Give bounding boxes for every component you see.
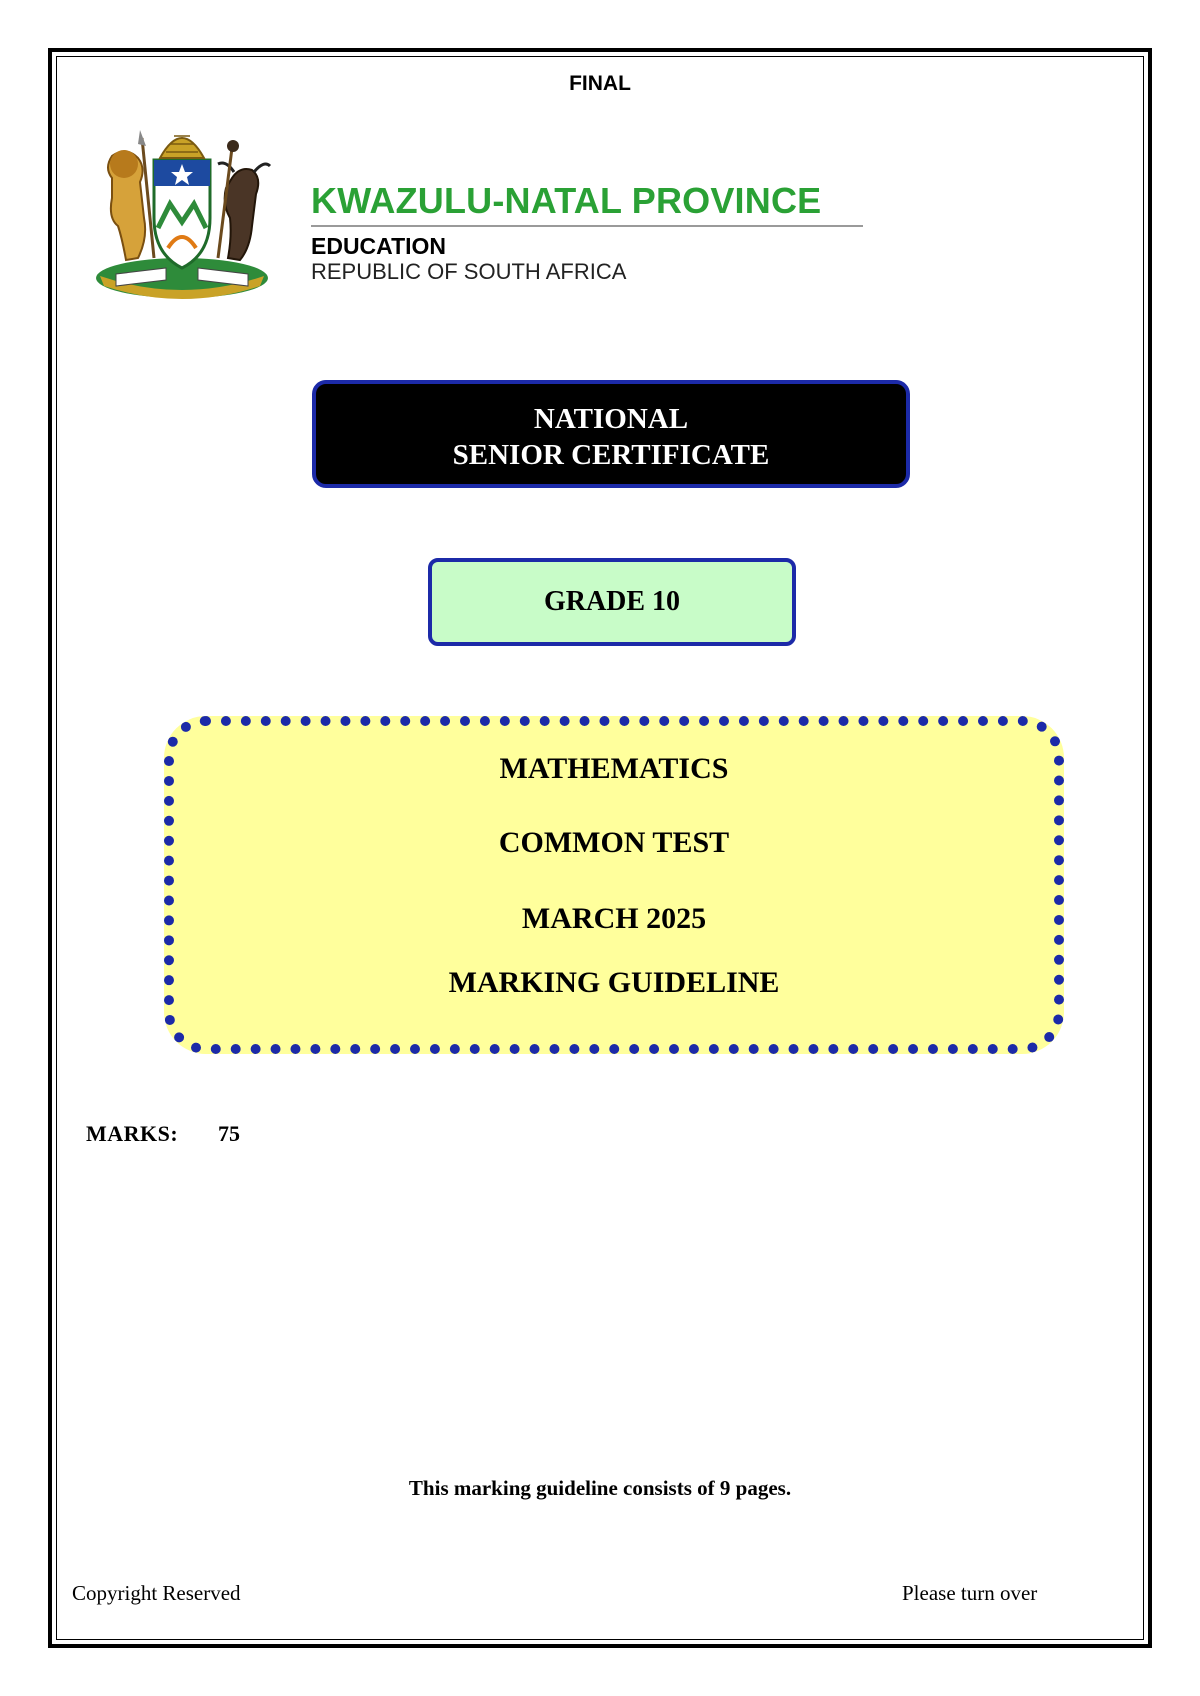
grade-badge: GRADE 10 [428, 558, 796, 646]
header-divider [311, 225, 863, 227]
turn-over-note: Please turn over [902, 1581, 1038, 1605]
country-label: REPUBLIC OF SOUTH AFRICA [311, 259, 627, 284]
copyright-notice: Copyright Reserved [72, 1581, 241, 1605]
certificate-line-1: NATIONAL [533, 403, 689, 435]
province-title: KWAZULU-NATAL PROVINCE [311, 180, 822, 221]
test-date: MARCH 2025 [521, 902, 707, 935]
status-label: FINAL [569, 72, 631, 95]
subject-title: MATHEMATICS [499, 752, 729, 785]
certificate-banner [312, 380, 910, 488]
kzn-coat-of-arms-icon [82, 108, 282, 308]
department-label: EDUCATION [311, 233, 447, 259]
marks-value: 75 [218, 1121, 240, 1146]
marks-label: MARKS: [86, 1121, 179, 1146]
test-name: COMMON TEST [498, 826, 730, 859]
subject-box [164, 716, 1064, 1054]
page-count-note: This marking guideline consists of 9 pages. [408, 1476, 792, 1500]
certificate-line-2: SENIOR CERTIFICATE [452, 439, 770, 471]
document-type: MARKING GUIDELINE [448, 966, 780, 999]
